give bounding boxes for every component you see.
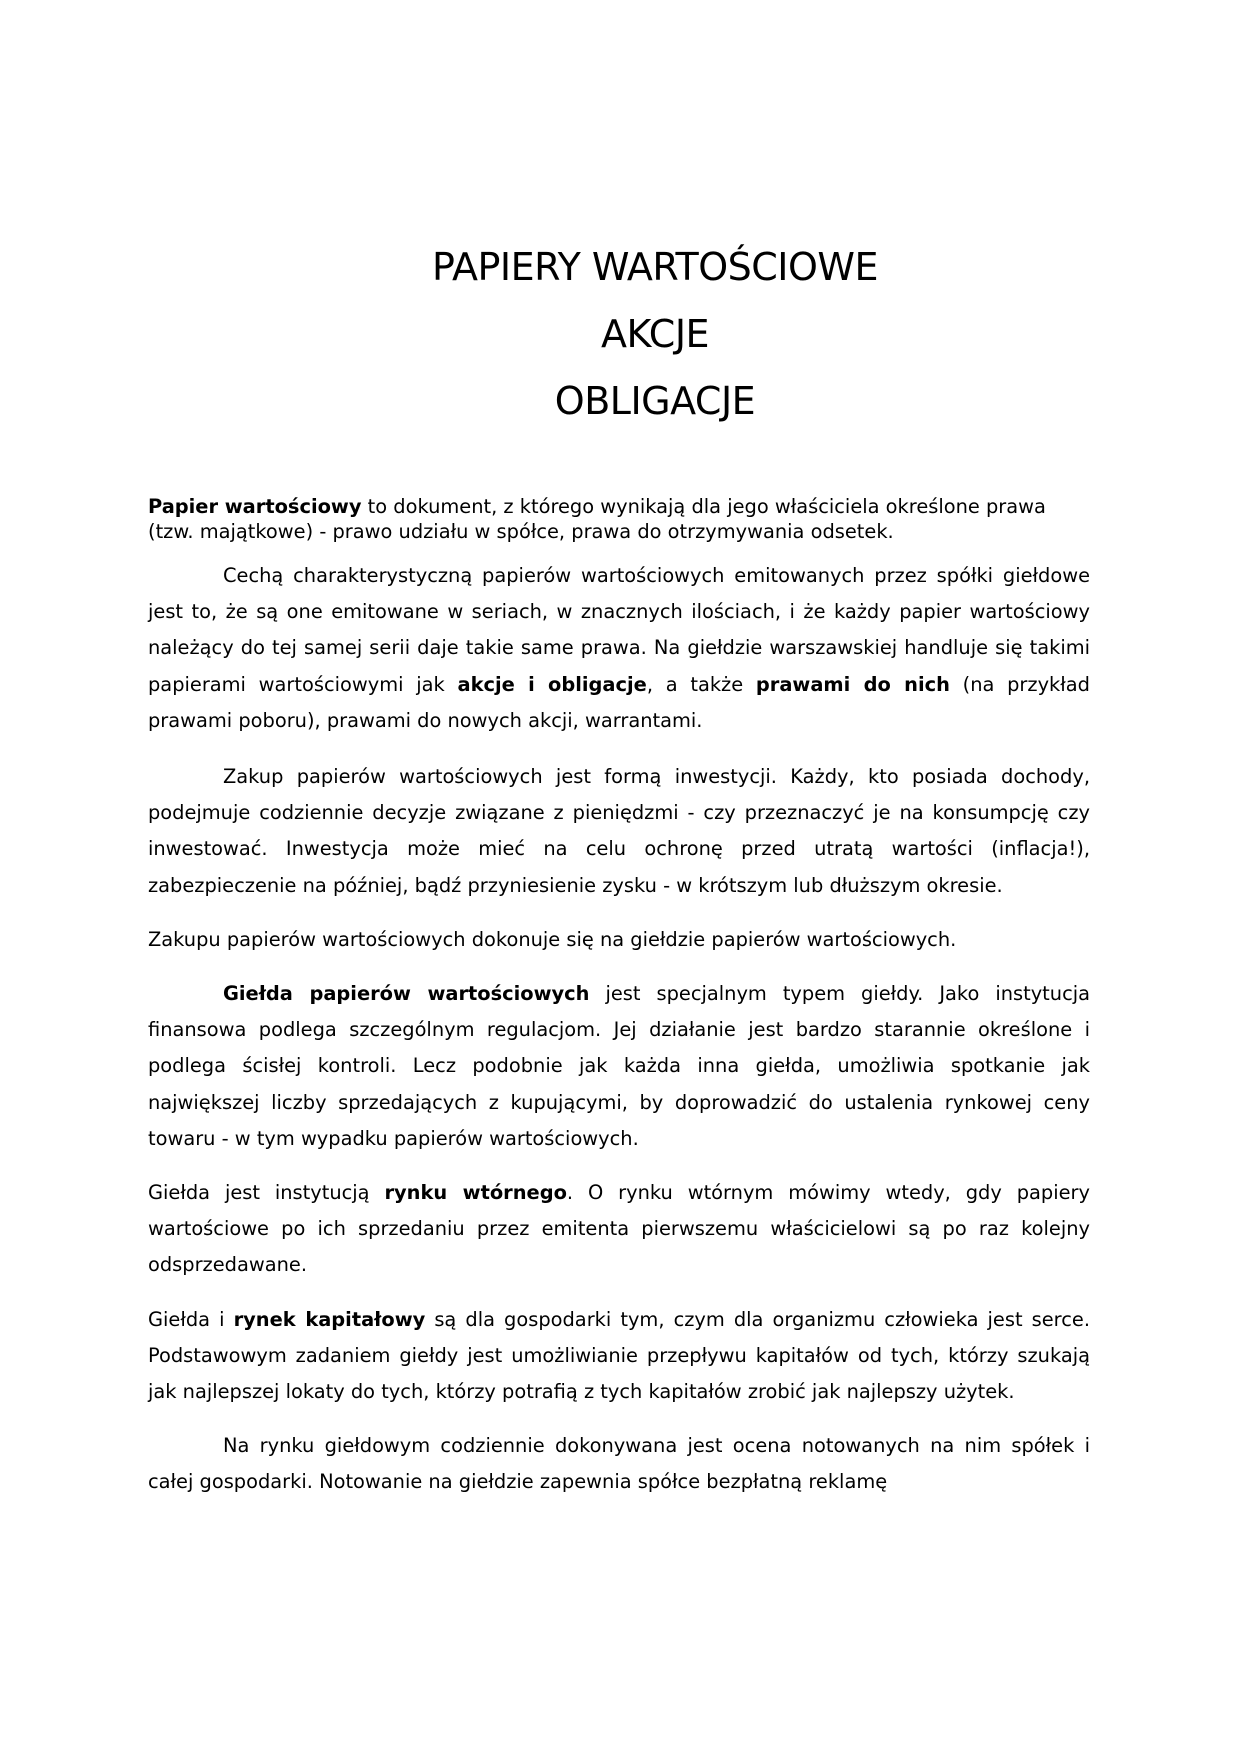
paragraph-purchase: [148, 922, 1090, 958]
paragraph-text: Giełda jest instytucją: [148, 1181, 385, 1205]
paragraph-text: Na rynku giełdowym codziennie dokonywana jest ocena notowanych na nim spółek i całej gospodarki. Notowanie na giełdzie zapewnia spółce bezpłatną reklamę: [148, 1434, 1090, 1494]
title-line-1: PAPIERY WARTOŚCIOWE: [432, 245, 878, 289]
paragraph-text: Giełda i: [148, 1307, 234, 1331]
paragraph-text: to dokument, z którego wynikają dla jego właściciela określone prawa (tzw. majątkowe) - prawo udziału w spółce, prawa do otrzymywania odsetek.: [148, 495, 1046, 543]
bold-term: prawami do nich: [755, 672, 950, 696]
paragraph-text: Cechą charakterystyczną papierów wartościowych emitowanych przez spółki giełdowe jest to, że są one emitowane w seriach, w znacznych ilościach, i że każdy papier wartościowy należący do tej samej serii daje takie same prawa. Na giełdzie warszawskiej handluje się takimi papierami wartościowymi jak: [148, 564, 1090, 696]
bold-term: rynku wtórnego: [384, 1181, 567, 1205]
paragraph-investment: [148, 759, 1090, 904]
document-body: [148, 494, 1090, 1501]
paragraph-market-evaluation: [148, 1428, 1090, 1500]
paragraph-text: Zakup papierów wartościowych jest formą inwestycji. Każdy, kto posiada dochody, podejmuje codziennie decyzje związane z pieniędzmi - czy przeznaczyć je na konsumpcję czy inwestować. Inwestycja może mieć na celu ochronę przed utratą wartości (inflacja!), zabezpieczenie na później, bądź przyniesienie zysku - w krótszym lub dłuższym okresie.: [148, 765, 1090, 897]
title-line-3: OBLIGACJE: [554, 379, 756, 423]
bold-term: Papier wartościowy: [148, 495, 362, 518]
paragraph-secondary-market: [148, 1175, 1090, 1284]
paragraph-text: Zakupu papierów wartościowych dokonuje się na giełdzie papierów wartościowych.: [148, 927, 957, 951]
bold-term: akcje i obligacje: [457, 672, 647, 696]
paragraph-text: są dla gospodarki tym, czym dla organizmu człowieka jest serce. Podstawowym zadaniem giełdy jest umożliwianie przepływu kapitałów od tych, którzy szukają jak najlepszej lokaty do tych, którzy potrafią z tych kapitałów zrobić jak najlepszy użytek.: [148, 1307, 1090, 1404]
paragraph-text: (na przykład prawami poboru), prawami do nowych akcji, warrantami.: [148, 672, 1090, 732]
paragraph-capital-market: [148, 1302, 1090, 1411]
paragraph-definition: [148, 494, 1090, 544]
paragraph-text: . O rynku wtórnym mówimy wtedy, gdy papiery wartościowe po ich sprzedaniu przez emitenta pierwszemu właścicielowi są po raz kolejny odsprzedawane.: [148, 1181, 1090, 1277]
bold-term: rynek kapitałowy: [233, 1307, 426, 1331]
bold-term: Giełda papierów wartościowych: [223, 982, 590, 1006]
document-title: [0, 234, 1240, 435]
title-line-2: AKCJE: [600, 312, 710, 356]
paragraph-text: , a także: [646, 672, 756, 696]
paragraph-stock-exchange: [148, 976, 1090, 1157]
paragraph-characteristics: [148, 558, 1090, 739]
paragraph-text: jest specjalnym typem giełdy. Jako instytucja finansowa podlega szczególnym regulacjom. Jej działanie jest bardzo starannie określone i podlega ścisłej kontroli. Lecz podobnie jak każda inna giełda, umożliwia spotkanie jak największej liczby sprzedających z kupującymi, by doprowadzić do ustalenia rynkowej ceny towaru - w tym wypadku papierów wartościowych.: [148, 982, 1091, 1150]
